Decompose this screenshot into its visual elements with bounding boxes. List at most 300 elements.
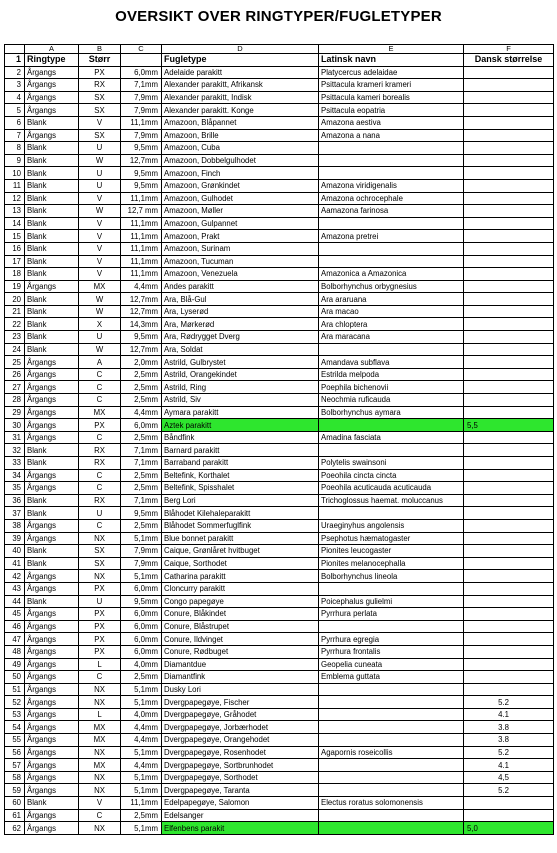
cell-latin-name: Amadina fasciata xyxy=(319,431,464,444)
cell-size-mm: 6,0mm xyxy=(121,582,162,595)
cell-bird-type: Ara, Lyserød xyxy=(162,305,319,318)
cell-size-code: PX xyxy=(79,620,121,633)
table-row xyxy=(5,318,554,331)
cell-bird-type: Dvergpapegøye, Fischer xyxy=(162,696,319,709)
cell-ringtype: Blank xyxy=(25,545,79,558)
table-row xyxy=(5,809,554,822)
cell-danish-size xyxy=(464,431,554,444)
cell-bird-type: Conure, Rødbuget xyxy=(162,645,319,658)
cell-ringtype: Årgangs xyxy=(25,570,79,583)
cell-danish-size xyxy=(464,116,554,129)
cell-ringtype: Årgangs xyxy=(25,771,79,784)
cell-size-mm: 5,1mm xyxy=(121,746,162,759)
cell-size-code: NX xyxy=(79,683,121,696)
row-number: 18 xyxy=(5,268,25,281)
row-number: 56 xyxy=(5,746,25,759)
table-row xyxy=(5,419,554,432)
cell-latin-name: Amazona aestiva xyxy=(319,116,464,129)
cell-size-code: U xyxy=(79,595,121,608)
cell-size-mm: 6,0mm xyxy=(121,419,162,432)
cell-ringtype: Årgangs xyxy=(25,683,79,696)
cell-size-code: V xyxy=(79,217,121,230)
cell-ringtype: Årgangs xyxy=(25,280,79,293)
cell-latin-name xyxy=(319,242,464,255)
cell-size-code: W xyxy=(79,205,121,218)
cell-latin-name xyxy=(319,620,464,633)
cell-size-code: NX xyxy=(79,784,121,797)
row-number: 57 xyxy=(5,759,25,772)
cell-size-mm: 7,9mm xyxy=(121,91,162,104)
cell-bird-type: Alexander parakitt. Konge xyxy=(162,104,319,117)
cell-bird-type: Båndfink xyxy=(162,431,319,444)
cell-latin-name: Poicephalus gulielmi xyxy=(319,595,464,608)
table-row xyxy=(5,91,554,104)
row-number: 41 xyxy=(5,557,25,570)
row-number: 24 xyxy=(5,343,25,356)
cell-latin-name: Amazona viridigenalis xyxy=(319,179,464,192)
cell-size-mm: 2,5mm xyxy=(121,381,162,394)
cell-danish-size: 4.1 xyxy=(464,759,554,772)
cell-bird-type: Dvergpapegøye, Rosenhodet xyxy=(162,746,319,759)
cell-bird-type: Cloncurry parakitt xyxy=(162,582,319,595)
cell-bird-type: Amazoon, Finch xyxy=(162,167,319,180)
cell-ringtype: Årgangs xyxy=(25,620,79,633)
cell-size-mm: 7,9mm xyxy=(121,545,162,558)
cell-size-mm: 2,5mm xyxy=(121,431,162,444)
cell-size-code: NX xyxy=(79,746,121,759)
cell-ringtype: Blank xyxy=(25,444,79,457)
row-number: 61 xyxy=(5,809,25,822)
cell-bird-type: Blåhodet Sommerfuglfink xyxy=(162,519,319,532)
table-row xyxy=(5,205,554,218)
cell-danish-size xyxy=(464,809,554,822)
cell-latin-name: Pyrrhura perlata xyxy=(319,608,464,621)
cell-size-mm: 2,5mm xyxy=(121,671,162,684)
table-row xyxy=(5,293,554,306)
cell-bird-type: Barnard parakitt xyxy=(162,444,319,457)
cell-ringtype: Årgangs xyxy=(25,356,79,369)
cell-size-mm: 2,5mm xyxy=(121,469,162,482)
cell-size-mm: 6,0mm xyxy=(121,608,162,621)
cell-ringtype: Årgangs xyxy=(25,734,79,747)
cell-size-mm: 12,7 mm xyxy=(121,205,162,218)
cell-latin-name: Agapornis roseicollis xyxy=(319,746,464,759)
cell-size-mm: 12,7mm xyxy=(121,293,162,306)
cell-latin-name: Psittacula krameri krameri xyxy=(319,79,464,92)
cell-size-code: MX xyxy=(79,406,121,419)
cell-latin-name: Ara chloptera xyxy=(319,318,464,331)
cell-size-mm: 5,1mm xyxy=(121,683,162,696)
cell-size-mm: 2,5mm xyxy=(121,394,162,407)
cell-size-mm: 6,0mm xyxy=(121,633,162,646)
cell-size-mm: 12,7mm xyxy=(121,154,162,167)
cell-latin-name: Polytelis swainsoni xyxy=(319,457,464,470)
column-letter: D xyxy=(162,45,319,54)
cell-size-code: MX xyxy=(79,721,121,734)
cell-size-code: W xyxy=(79,305,121,318)
cell-danish-size xyxy=(464,255,554,268)
cell-latin-name xyxy=(319,721,464,734)
table-row xyxy=(5,696,554,709)
table-row xyxy=(5,104,554,117)
cell-size-mm: 11,1mm xyxy=(121,242,162,255)
cell-danish-size xyxy=(464,608,554,621)
row-number: 33 xyxy=(5,457,25,470)
cell-size-mm: 6,0mm xyxy=(121,620,162,633)
cell-size-code: A xyxy=(79,356,121,369)
table-row xyxy=(5,784,554,797)
cell-size-code: U xyxy=(79,331,121,344)
cell-size-code: RX xyxy=(79,79,121,92)
cell-latin-name: Bolborhynchus lineola xyxy=(319,570,464,583)
cell-ringtype: Blank xyxy=(25,268,79,281)
cell-bird-type: Amazoon, Møller xyxy=(162,205,319,218)
cell-size-code: U xyxy=(79,507,121,520)
cell-size-code: PX xyxy=(79,645,121,658)
cell-size-code: C xyxy=(79,469,121,482)
cell-size-code: L xyxy=(79,658,121,671)
cell-latin-name xyxy=(319,822,464,835)
cell-size-mm: 6,0mm xyxy=(121,66,162,79)
cell-ringtype: Årgangs xyxy=(25,658,79,671)
cell-size-mm: 7,9mm xyxy=(121,129,162,142)
cell-bird-type: Edelpapegøye, Salomon xyxy=(162,797,319,810)
table-row xyxy=(5,683,554,696)
cell-bird-type: Conure, Ildvinget xyxy=(162,633,319,646)
cell-ringtype: Årgangs xyxy=(25,66,79,79)
table-row xyxy=(5,444,554,457)
row-number: 62 xyxy=(5,822,25,835)
cell-ringtype: Årgangs xyxy=(25,104,79,117)
table-row xyxy=(5,746,554,759)
cell-size-mm: 5,1mm xyxy=(121,696,162,709)
table-row xyxy=(5,280,554,293)
row-number: 3 xyxy=(5,79,25,92)
cell-size-mm: 6,0mm xyxy=(121,645,162,658)
column-letters-row xyxy=(5,45,554,54)
cell-danish-size xyxy=(464,167,554,180)
header-size: Størr xyxy=(79,54,121,67)
cell-danish-size: 4.1 xyxy=(464,708,554,721)
cell-danish-size xyxy=(464,242,554,255)
cell-size-code: V xyxy=(79,192,121,205)
cell-ringtype: Årgangs xyxy=(25,79,79,92)
cell-latin-name: Electus roratus solomonensis xyxy=(319,797,464,810)
row-number: 11 xyxy=(5,179,25,192)
cell-size-code: PX xyxy=(79,582,121,595)
cell-ringtype: Årgangs xyxy=(25,469,79,482)
column-letter: E xyxy=(319,45,464,54)
cell-ringtype: Årgangs xyxy=(25,406,79,419)
cell-bird-type: Congo papegøye xyxy=(162,595,319,608)
cell-ringtype: Årgangs xyxy=(25,696,79,709)
table-row xyxy=(5,255,554,268)
cell-bird-type: Astrild, Gulbrystet xyxy=(162,356,319,369)
cell-danish-size: 3.8 xyxy=(464,734,554,747)
cell-danish-size xyxy=(464,179,554,192)
column-letter: A xyxy=(25,45,79,54)
table-row xyxy=(5,582,554,595)
cell-danish-size xyxy=(464,394,554,407)
cell-bird-type: Amazoon, Cuba xyxy=(162,142,319,155)
cell-bird-type: Alexander parakitt, Indisk xyxy=(162,91,319,104)
row-number: 59 xyxy=(5,784,25,797)
ring-type-table xyxy=(4,44,554,835)
cell-size-code: C xyxy=(79,519,121,532)
cell-size-code: W xyxy=(79,154,121,167)
row-number: 28 xyxy=(5,394,25,407)
column-letter: F xyxy=(464,45,554,54)
cell-latin-name: Amazonica a Amazonica xyxy=(319,268,464,281)
cell-size-mm: 7,9mm xyxy=(121,557,162,570)
cell-ringtype: Blank xyxy=(25,494,79,507)
cell-latin-name: Ara maracana xyxy=(319,331,464,344)
row-number: 43 xyxy=(5,582,25,595)
table-row xyxy=(5,154,554,167)
table-row xyxy=(5,620,554,633)
cell-size-mm: 5,1mm xyxy=(121,822,162,835)
cell-ringtype: Årgangs xyxy=(25,381,79,394)
cell-size-code: NX xyxy=(79,696,121,709)
cell-size-code: V xyxy=(79,242,121,255)
cell-bird-type: Caique, Sorthodet xyxy=(162,557,319,570)
row-number: 17 xyxy=(5,255,25,268)
cell-size-code: RX xyxy=(79,494,121,507)
cell-size-mm: 9,5mm xyxy=(121,167,162,180)
cell-size-mm: 14,3mm xyxy=(121,318,162,331)
cell-danish-size xyxy=(464,457,554,470)
row-number: 4 xyxy=(5,91,25,104)
table-row xyxy=(5,394,554,407)
cell-danish-size: 5.2 xyxy=(464,784,554,797)
cell-danish-size xyxy=(464,91,554,104)
cell-bird-type: Aztek parakitt xyxy=(162,419,319,432)
cell-ringtype: Blank xyxy=(25,116,79,129)
cell-size-code: SX xyxy=(79,557,121,570)
cell-ringtype: Blank xyxy=(25,595,79,608)
row-number: 12 xyxy=(5,192,25,205)
cell-size-code: NX xyxy=(79,771,121,784)
cell-ringtype: Blank xyxy=(25,179,79,192)
cell-size-code: V xyxy=(79,255,121,268)
cell-size-code: V xyxy=(79,797,121,810)
cell-latin-name xyxy=(319,708,464,721)
table-row xyxy=(5,356,554,369)
cell-size-mm: 2,0mm xyxy=(121,356,162,369)
cell-size-code: V xyxy=(79,268,121,281)
table-row xyxy=(5,179,554,192)
cell-latin-name: Geopelia cuneata xyxy=(319,658,464,671)
table-row xyxy=(5,519,554,532)
cell-latin-name: Poeohila acuticauda acuticauda xyxy=(319,482,464,495)
cell-bird-type: Ara, Rødrygget Dverg xyxy=(162,331,319,344)
row-number: 42 xyxy=(5,570,25,583)
cell-size-code: C xyxy=(79,431,121,444)
cell-latin-name xyxy=(319,167,464,180)
cell-ringtype: Blank xyxy=(25,343,79,356)
row-number: 7 xyxy=(5,129,25,142)
cell-danish-size xyxy=(464,205,554,218)
table-row xyxy=(5,431,554,444)
table-row xyxy=(5,507,554,520)
cell-size-mm: 9,5mm xyxy=(121,179,162,192)
cell-latin-name: Amandava subflava xyxy=(319,356,464,369)
cell-bird-type: Amazoon, Gulhodet xyxy=(162,192,319,205)
cell-danish-size xyxy=(464,142,554,155)
table-row xyxy=(5,494,554,507)
cell-bird-type: Beltefink, Korthalet xyxy=(162,469,319,482)
table-row xyxy=(5,66,554,79)
row-number: 13 xyxy=(5,205,25,218)
cell-latin-name: Pyrrhura egregia xyxy=(319,633,464,646)
cell-latin-name: Psittacula kameri borealis xyxy=(319,91,464,104)
cell-ringtype: Blank xyxy=(25,293,79,306)
cell-latin-name xyxy=(319,419,464,432)
cell-size-mm: 11,1mm xyxy=(121,192,162,205)
row-number: 55 xyxy=(5,734,25,747)
cell-ringtype: Årgangs xyxy=(25,759,79,772)
cell-size-mm: 7,1mm xyxy=(121,79,162,92)
row-number: 15 xyxy=(5,230,25,243)
cell-danish-size xyxy=(464,482,554,495)
cell-bird-type: Aymara parakitt xyxy=(162,406,319,419)
cell-ringtype: Årgangs xyxy=(25,708,79,721)
row-number: 23 xyxy=(5,331,25,344)
cell-latin-name: Poeohila cincta cincta xyxy=(319,469,464,482)
cell-size-code: W xyxy=(79,293,121,306)
cell-bird-type: Catharina parakitt xyxy=(162,570,319,583)
cell-danish-size xyxy=(464,293,554,306)
cell-bird-type: Barraband parakitt xyxy=(162,457,319,470)
cell-danish-size xyxy=(464,570,554,583)
cell-size-mm: 9,5mm xyxy=(121,595,162,608)
cell-size-code: PX xyxy=(79,66,121,79)
cell-size-code: C xyxy=(79,368,121,381)
cell-latin-name xyxy=(319,759,464,772)
cell-latin-name: Psittacula eopatria xyxy=(319,104,464,117)
cell-danish-size: 5,5 xyxy=(464,419,554,432)
cell-size-code: PX xyxy=(79,419,121,432)
cell-ringtype: Årgangs xyxy=(25,431,79,444)
cell-latin-name xyxy=(319,809,464,822)
table-row xyxy=(5,368,554,381)
cell-size-mm: 11,1mm xyxy=(121,797,162,810)
cell-danish-size: 5.2 xyxy=(464,696,554,709)
cell-size-code: PX xyxy=(79,608,121,621)
row-number: 34 xyxy=(5,469,25,482)
page-title: OVERSIKT OVER RINGTYPER/FUGLETYPER xyxy=(115,8,442,25)
cell-latin-name: Pyrrhura frontalis xyxy=(319,645,464,658)
cell-ringtype: Årgangs xyxy=(25,671,79,684)
table-row xyxy=(5,167,554,180)
cell-size-code: C xyxy=(79,394,121,407)
cell-size-mm: 2,5mm xyxy=(121,519,162,532)
table-row xyxy=(5,343,554,356)
cell-size-mm: 4,4mm xyxy=(121,406,162,419)
cell-ringtype: Blank xyxy=(25,255,79,268)
cell-danish-size xyxy=(464,545,554,558)
cell-size-mm: 5,1mm xyxy=(121,784,162,797)
row-number: 36 xyxy=(5,494,25,507)
cell-size-mm: 2,5mm xyxy=(121,809,162,822)
row-number: 35 xyxy=(5,482,25,495)
cell-size-code: C xyxy=(79,809,121,822)
cell-size-mm: 4,0mm xyxy=(121,658,162,671)
row-number: 21 xyxy=(5,305,25,318)
table-row xyxy=(5,469,554,482)
cell-latin-name: Amazona ochrocephale xyxy=(319,192,464,205)
cell-bird-type: Elfenbens parakit xyxy=(162,822,319,835)
header-danish-size: Dansk størrelse xyxy=(464,54,554,67)
cell-bird-type: Ara, Soldat xyxy=(162,343,319,356)
cell-danish-size xyxy=(464,406,554,419)
cell-danish-size xyxy=(464,507,554,520)
cell-bird-type: Diamantdue xyxy=(162,658,319,671)
cell-bird-type: Astrild, Ring xyxy=(162,381,319,394)
cell-ringtype: Blank xyxy=(25,142,79,155)
cell-danish-size: 3.8 xyxy=(464,721,554,734)
cell-danish-size xyxy=(464,645,554,658)
cell-bird-type: Dvergpapegøye, Gråhodet xyxy=(162,708,319,721)
cell-bird-type: Diamantfink xyxy=(162,671,319,684)
cell-danish-size xyxy=(464,620,554,633)
table-row xyxy=(5,545,554,558)
cell-ringtype: Årgangs xyxy=(25,482,79,495)
table-row xyxy=(5,142,554,155)
cell-ringtype: Blank xyxy=(25,154,79,167)
cell-ringtype: Årgangs xyxy=(25,645,79,658)
cell-latin-name: Estrilda melpoda xyxy=(319,368,464,381)
column-letter: C xyxy=(121,45,162,54)
table-row xyxy=(5,116,554,129)
cell-latin-name: Amazona a nana xyxy=(319,129,464,142)
cell-ringtype: Årgangs xyxy=(25,582,79,595)
cell-danish-size xyxy=(464,381,554,394)
row-number: 29 xyxy=(5,406,25,419)
cell-size-code: RX xyxy=(79,444,121,457)
cell-size-code: SX xyxy=(79,91,121,104)
cell-danish-size: 5,0 xyxy=(464,822,554,835)
row-number: 51 xyxy=(5,683,25,696)
cell-latin-name: Bolborhynchus aymara xyxy=(319,406,464,419)
cell-ringtype: Blank xyxy=(25,557,79,570)
cell-bird-type: Amazoon, Tucuman xyxy=(162,255,319,268)
cell-size-mm: 4,4mm xyxy=(121,721,162,734)
header-ringtype: Ringtype xyxy=(25,54,79,67)
table-row xyxy=(5,331,554,344)
cell-latin-name xyxy=(319,142,464,155)
row-number: 6 xyxy=(5,116,25,129)
cell-ringtype: Blank xyxy=(25,457,79,470)
row-number: 19 xyxy=(5,280,25,293)
cell-danish-size xyxy=(464,469,554,482)
cell-size-mm: 4,4mm xyxy=(121,280,162,293)
row-number: 9 xyxy=(5,154,25,167)
cell-ringtype: Blank xyxy=(25,167,79,180)
cell-latin-name xyxy=(319,343,464,356)
cell-latin-name: Neochmia ruficauda xyxy=(319,394,464,407)
row-number: 14 xyxy=(5,217,25,230)
cell-bird-type: Amazoon, Surinam xyxy=(162,242,319,255)
table-row xyxy=(5,658,554,671)
cell-size-mm: 11,1mm xyxy=(121,268,162,281)
cell-latin-name xyxy=(319,217,464,230)
table-row xyxy=(5,406,554,419)
row-number: 53 xyxy=(5,708,25,721)
cell-ringtype: Blank xyxy=(25,242,79,255)
cell-ringtype: Blank xyxy=(25,318,79,331)
cell-bird-type: Amazoon, Prakt xyxy=(162,230,319,243)
